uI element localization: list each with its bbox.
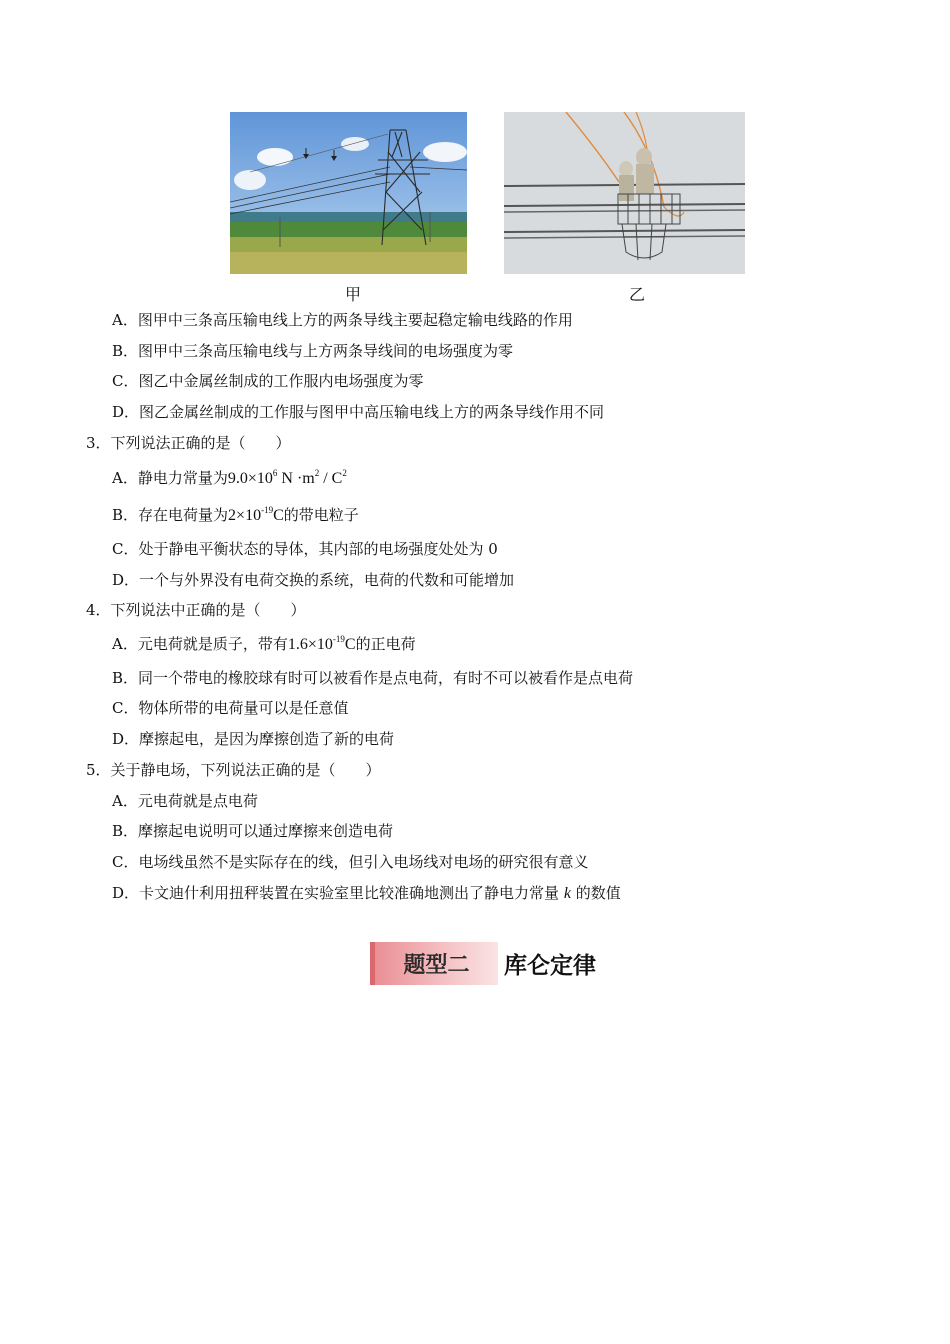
q5-option-d: D．卡文迪什利用扭秤装置在实验室里比较准确地测出了静电力常量 k 的数值 [112,884,621,902]
q5-stem: 5．关于静电场，下列说法正确的是（ ） [86,761,381,779]
section-title: 库仑定律 [504,953,596,979]
q2-option-a: A．图甲中三条高压输电线上方的两条导线主要起稳定输电线路的作用 [112,311,573,329]
q3-option-c: C．处于静电平衡状态的导体，其内部的电场强度处处为 0 [112,540,498,558]
q3-option-d: D．一个与外界没有电荷交换的系统，电荷的代数和可能增加 [112,571,515,589]
q3-stem: 3．下列说法正确的是（ ） [86,434,291,452]
q2-option-c: C．图乙中金属丝制成的工作服内电场强度为零 [112,372,424,390]
q5-option-c: C．电场线虽然不是实际存在的线，但引入电场线对电场的研究很有意义 [112,853,589,871]
figure-yi-caption: 乙 [629,285,646,304]
q4-option-b: B．同一个带电的橡胶球有时可以被看作是点电荷，有时不可以被看作是点电荷 [112,669,634,687]
figure-yi-line-workers [504,112,745,274]
q2-option-d: D．图乙金属丝制成的工作服与图甲中高压输电线上方的两条导线作用不同 [112,403,605,421]
section-header [370,942,596,985]
q5-option-b: B．摩擦起电说明可以通过摩擦来创造电荷 [112,822,394,840]
section-tag: 题型二 [370,942,498,985]
q4-option-a: A．元电荷就是质子，带有$1.6\times 10^{-19}C$的正电荷 [112,634,416,653]
q4-option-d: D．摩擦起电，是因为摩擦创造了新的电荷 [112,730,395,748]
q4-stem: 4．下列说法中正确的是（ ） [86,601,306,619]
q4-option-c: C．物体所带的电荷量可以是任意值 [112,699,349,717]
figure-jia-caption: 甲 [345,285,362,304]
q2-option-b: B．图甲中三条高压输电线与上方两条导线间的电场强度为零 [112,342,514,360]
q3-option-b: B．存在电荷量为$2\times 10^{-19}C$的带电粒子 [112,505,359,524]
figure-jia-transmission-tower [230,112,467,274]
q3-option-a: A．静电力常量为$9.0\times 10^6$ $N \cdot m^2 / C^2$ [112,468,347,487]
q5-option-a: A．元电荷就是点电荷 [112,792,258,810]
